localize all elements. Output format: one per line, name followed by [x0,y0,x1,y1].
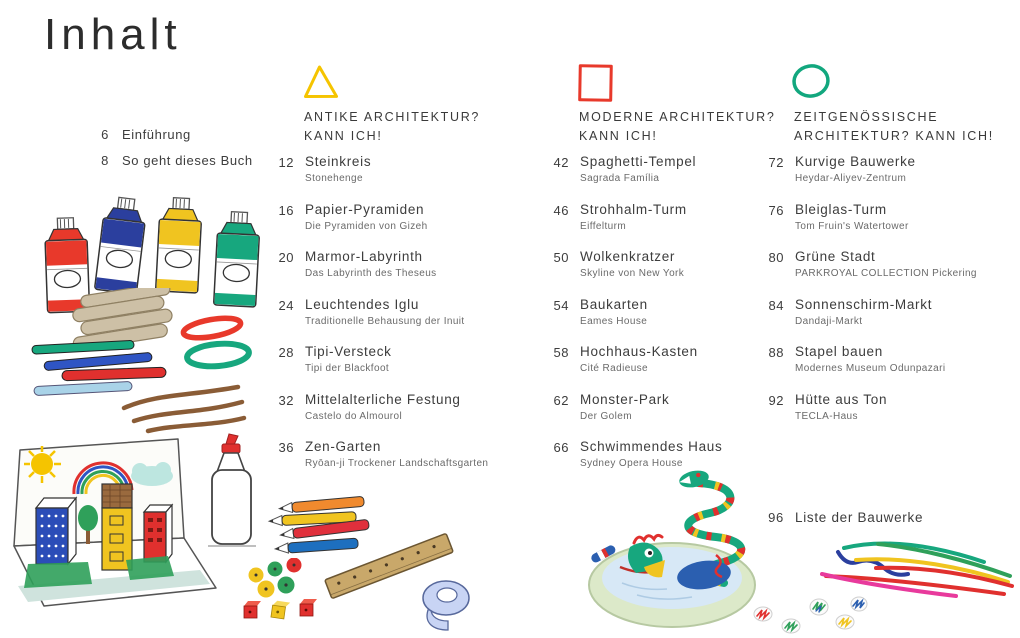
entry-subtitle: Skyline von New York [580,268,685,279]
toc-entry [758,344,1008,375]
entry-page-number: 8 [101,153,109,168]
toc-entry [543,249,793,280]
entry-title: Einführung [122,127,191,142]
circle-shape [792,63,831,98]
toc-entry [543,344,793,375]
entry-title: Wolkenkratzer [580,249,676,264]
entry-page-number: 84 [768,297,784,313]
entry-subtitle: Eiffelturm [580,220,627,232]
entry-subtitle: Ryōan-ji Trockener Landschaftsgarten [305,458,489,469]
toc-entry [268,297,518,328]
toc-entry [758,249,1008,280]
toc-entry [268,439,518,470]
entry-page-number: 42 [553,155,569,170]
entry-subtitle: Cité Radieuse [580,363,649,374]
entry-page-number: 58 [553,345,569,360]
paper-scraps-illustration [750,594,868,638]
toc-entry [543,297,793,328]
entry-subtitle: PARKROYAL COLLECTION Pickering [795,268,977,279]
entry-page-number: 50 [553,250,569,265]
entry-subtitle: Modernes Museum Odunpazari [795,363,946,374]
page-title: Inhalt [44,10,182,59]
toc-entry [268,154,518,185]
entry-subtitle: Eames House [580,315,648,327]
section-header-line2: ARCHITEKTUR? KANN ICH! [794,128,994,143]
entry-title: Schwimmendes Haus [580,439,723,454]
toc-entry [543,392,793,423]
entry-subtitle: Sydney Opera House [580,458,683,469]
toc-entry [268,392,518,423]
entry-page-number: 28 [278,345,294,360]
section-modern [543,62,793,487]
entry-subtitle: Castelo do Almourol [305,410,403,422]
entry-page-number: 88 [768,345,784,360]
entry-page-number: 66 [553,440,569,455]
entry-title: So geht dieses Buch [122,153,253,168]
toc-entry [758,202,1008,233]
section-header-line2: KANN ICH! [304,128,383,143]
entry-title: Papier-Pyramiden [305,201,425,217]
toc-entry [758,154,1008,185]
rubber-bands-illustration [176,314,256,372]
entry-title: Mittelalterliche Festung [305,391,461,407]
tape-roll-illustration [416,576,478,634]
entry-subtitle: Die Pyramiden von Gizeh [305,220,428,232]
section-header [304,108,518,145]
section-antique [268,62,518,487]
entry-title: Marmor-Labyrinth [305,249,423,264]
entry-page-number: 76 [768,202,784,218]
pond-duck-snake-illustration [582,455,774,637]
entry-title: Hütte aus Ton [795,391,888,407]
entry-title: Kurvige Bauwerke [795,154,916,169]
toc-entry [91,127,253,142]
pipe-cleaners-illustration [814,536,1016,598]
entry-page-number: 72 [768,155,784,170]
entry-subtitle: Sagrada Família [580,173,660,184]
toc-entry [758,392,1008,423]
popup-city-drawing-illustration [10,436,222,612]
entry-title: Sonnenschirm-Markt [795,296,933,312]
section-header-line1: ANTIKE ARCHITEKTUR? [304,110,481,124]
entry-title: Leuchtendes Iglu [305,296,420,312]
entry-subtitle: Das Labyrinth des Theseus [305,268,437,279]
toc-entry [268,249,518,280]
entry-page-number: 20 [278,250,294,265]
entry-title: Strohhalm-Turm [580,201,687,217]
toc-entry-list-of-buildings [758,510,923,525]
entry-subtitle: Heydar-Aliyev-Zentrum [795,173,907,184]
entry-title: Spaghetti-Tempel [580,154,697,169]
toc-entry [543,202,793,233]
entry-title: Hochhaus-Kasten [580,344,698,359]
entry-title: Grüne Stadt [795,249,876,264]
twigs-illustration [116,380,248,434]
entry-subtitle: Stonehenge [305,173,363,184]
glue-bottle-illustration [200,432,264,550]
entry-subtitle: Dandaji-Markt [795,315,863,327]
entry-page-number: 62 [553,392,569,408]
toc-entry [758,297,1008,328]
entry-title: Bleiglas-Turm [795,201,887,217]
entry-subtitle: Tom Fruin's Watertower [795,220,909,232]
entry-page-number: 36 [278,440,294,455]
entry-page-number: 24 [278,297,294,313]
section-header-line1: MODERNE ARCHITEKTUR? [579,110,776,124]
entry-title: Zen-Garten [305,439,382,454]
entry-page-number: 32 [278,392,294,408]
toc-entry [268,202,518,233]
square-shape [580,66,612,101]
entry-title: Monster-Park [580,391,670,407]
circle-icon [790,62,1008,108]
triangle-shape [304,66,336,97]
entry-page-number: 80 [768,250,784,265]
entry-subtitle: Traditionelle Behausung der Inuit [305,315,465,327]
entry-title: Steinkreis [305,154,372,169]
entry-page-number: 96 [768,510,784,525]
entry-subtitle: Der Golem [580,410,632,422]
entry-title: Liste der Bauwerke [795,510,924,525]
entry-page-number: 16 [278,202,294,218]
entry-page-number: 92 [768,392,784,408]
entry-page-number: 6 [101,127,109,142]
section-header-line2: KANN ICH! [579,128,658,143]
section-contemporary [758,62,1008,439]
entry-page-number: 54 [553,297,569,313]
entry-page-number: 46 [553,202,569,218]
entry-page-number: 12 [278,155,294,170]
entry-title: Baukarten [580,296,648,312]
entry-title: Tipi-Versteck [305,344,392,359]
entry-subtitle: Tipi der Blackfoot [305,363,390,374]
triangle-icon [300,62,518,108]
section-header-line1: ZEITGENÖSSISCHE [794,110,939,124]
toc-entry [91,153,253,168]
intro-list [91,127,253,179]
entry-title: Stapel bauen [795,344,883,359]
toc-entry [268,344,518,375]
section-header [794,108,1008,145]
entry-subtitle: TECLA-Haus [795,410,858,422]
toc-entry [543,154,793,185]
